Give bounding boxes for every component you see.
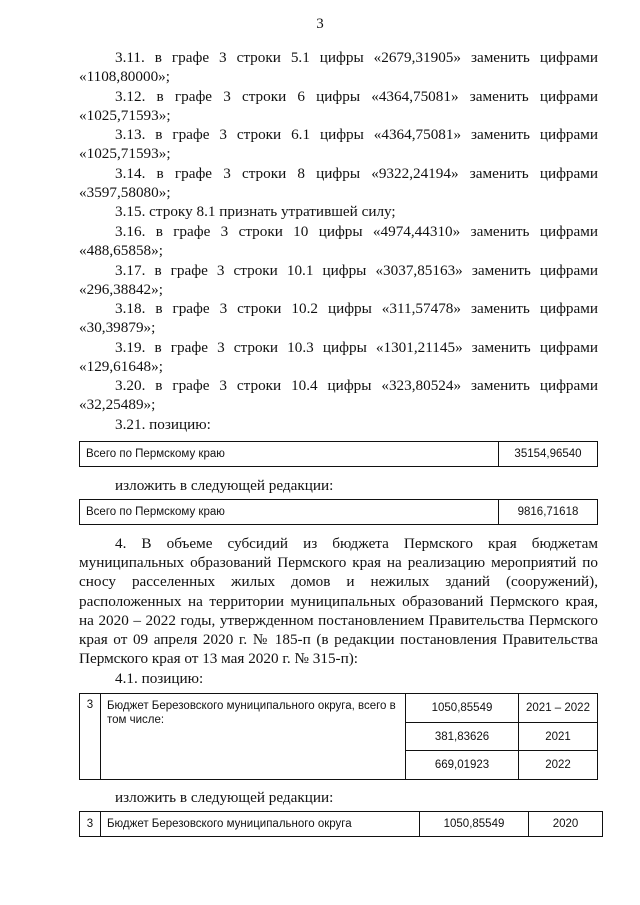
- budget-table-new: [79, 811, 603, 837]
- budget-value: 1050,85549: [406, 694, 519, 723]
- item-3-11-cont: «1108,80000»;: [79, 68, 170, 85]
- item-3-16: 3.16. в графе 3 строки 10 цифры «4974,44310» заменить цифрами: [115, 223, 598, 240]
- item-3-12-cont: «1025,71593»;: [79, 107, 171, 124]
- total-label: Всего по Пермскому краю: [80, 500, 499, 525]
- budget-value: 669,01923: [406, 751, 519, 780]
- total-table-old: [79, 441, 598, 467]
- restate-2: изложить в следующей редакции:: [115, 789, 334, 806]
- item-3-17: 3.17. в графе 3 строки 10.1 цифры «3037,85163» заменить цифрами: [115, 262, 598, 279]
- item-3-18: 3.18. в графе 3 строки 10.2 цифры «311,57478» заменить цифрами: [115, 300, 598, 317]
- item-3-15: 3.15. строку 8.1 признать утратившей силу;: [115, 203, 396, 220]
- item-3-20-cont: «32,25489»;: [79, 396, 156, 413]
- item-3-13-cont: «1025,71593»;: [79, 145, 171, 162]
- budget-years: 2021: [519, 723, 598, 751]
- item-3-12: 3.12. в графе 3 строки 6 цифры «4364,75081» заменить цифрами: [115, 88, 598, 105]
- item-3-18-cont: «30,39879»;: [79, 319, 156, 336]
- budget-table-old: [79, 693, 598, 780]
- budget-value: 381,83626: [406, 723, 519, 751]
- row-number: 3: [80, 694, 101, 780]
- item-3-19-cont: «129,61648»;: [79, 358, 163, 375]
- item-3-20: 3.20. в графе 3 строки 10.4 цифры «323,80524» заменить цифрами: [115, 377, 598, 394]
- item-3-13: 3.13. в графе 3 строки 6.1 цифры «4364,75081» заменить цифрами: [115, 126, 598, 143]
- item-3-17-cont: «296,38842»;: [79, 281, 163, 298]
- budget-years: 2020: [529, 812, 603, 837]
- item-3-14-cont: «3597,58080»;: [79, 184, 171, 201]
- total-table-new: [79, 499, 598, 525]
- budget-years: 2022: [519, 751, 598, 780]
- budget-years: 2021 – 2022: [519, 694, 598, 723]
- restate-1: изложить в следующей редакции:: [115, 477, 334, 494]
- budget-value: 1050,85549: [420, 812, 529, 837]
- item-3-14: 3.14. в графе 3 строки 8 цифры «9322,24194» заменить цифрами: [115, 165, 598, 182]
- page-number: 3: [316, 16, 324, 32]
- row-number: 3: [80, 812, 101, 837]
- item-3-21: 3.21. позицию:: [115, 416, 211, 433]
- total-value: 35154,96540: [499, 442, 598, 467]
- item-3-11: 3.11. в графе 3 строки 5.1 цифры «2679,31905» заменить цифрами: [115, 49, 598, 66]
- budget-label: Бюджет Березовского муниципального округа: [101, 812, 420, 837]
- item-4-1: 4.1. позицию:: [115, 670, 204, 687]
- paragraph-4: 4. В объеме субсидий из бюджета Пермского края бюджетам муниципальных образований Пермского края на реализацию мероприятий по сносу расселенных жилых домов и нежилых зданий (сооружений), расположенных на территории муниципальных образований Пермского края, на 2020 – 2022 годы, утвержденном постановлением Правительства Пермского края от 09 апреля 2020 г. № 185-п (в редакции постановления Правительства Пермского края от 13 мая 2020 г. № 315-п):: [79, 535, 598, 668]
- item-3-16-cont: «488,65858»;: [79, 242, 163, 259]
- total-value: 9816,71618: [499, 500, 598, 525]
- total-label: Всего по Пермскому краю: [80, 442, 499, 467]
- item-3-19: 3.19. в графе 3 строки 10.3 цифры «1301,21145» заменить цифрами: [115, 339, 598, 356]
- budget-label: Бюджет Березовского муниципального округа, всего в том числе:: [101, 694, 406, 780]
